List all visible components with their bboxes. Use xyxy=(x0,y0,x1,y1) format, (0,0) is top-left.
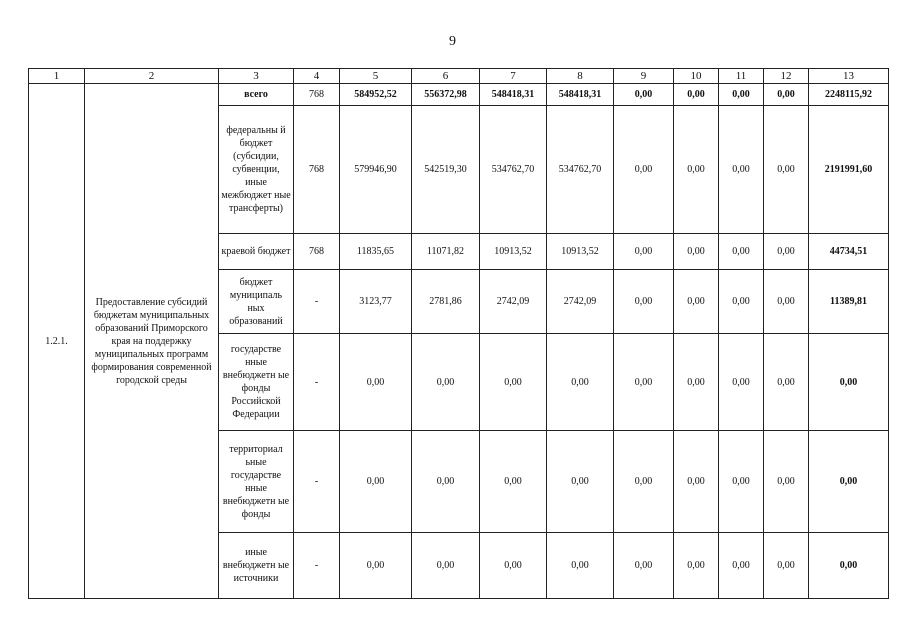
column-header: 11 xyxy=(719,69,764,84)
value-cell: 0,00 xyxy=(674,106,719,234)
kbk-code: - xyxy=(294,270,340,334)
funding-source: федеральны й бюджет (субсидии, субвенции, иные межбюджет ные трансферты) xyxy=(219,106,294,234)
column-header: 8 xyxy=(547,69,614,84)
value-cell: 584952,52 xyxy=(340,84,412,106)
column-header: 7 xyxy=(480,69,547,84)
value-cell: 0,00 xyxy=(480,533,547,599)
value-cell: 10913,52 xyxy=(480,234,547,270)
value-cell: 0,00 xyxy=(614,431,674,533)
value-cell: 534762,70 xyxy=(480,106,547,234)
value-cell: 0,00 xyxy=(674,533,719,599)
total-cell: 2191991,60 xyxy=(809,106,889,234)
value-cell: 0,00 xyxy=(674,234,719,270)
value-cell: 0,00 xyxy=(480,431,547,533)
value-cell: 0,00 xyxy=(340,431,412,533)
column-header: 1 xyxy=(29,69,85,84)
value-cell: 556372,98 xyxy=(412,84,480,106)
total-cell: 0,00 xyxy=(809,334,889,431)
value-cell: 0,00 xyxy=(719,234,764,270)
value-cell: 0,00 xyxy=(674,334,719,431)
value-cell: 2742,09 xyxy=(547,270,614,334)
column-header: 4 xyxy=(294,69,340,84)
value-cell: 0,00 xyxy=(614,234,674,270)
value-cell: 3123,77 xyxy=(340,270,412,334)
total-cell: 0,00 xyxy=(809,431,889,533)
column-header: 3 xyxy=(219,69,294,84)
funding-source: бюджет муниципаль ных образований xyxy=(219,270,294,334)
value-cell: 0,00 xyxy=(764,533,809,599)
kbk-code: - xyxy=(294,431,340,533)
column-header: 13 xyxy=(809,69,889,84)
value-cell: 542519,30 xyxy=(412,106,480,234)
value-cell: 0,00 xyxy=(764,84,809,106)
value-cell: 0,00 xyxy=(719,270,764,334)
total-cell: 2248115,92 xyxy=(809,84,889,106)
value-cell: 0,00 xyxy=(764,431,809,533)
value-cell: 0,00 xyxy=(412,334,480,431)
value-cell: 0,00 xyxy=(719,106,764,234)
table-row xyxy=(29,84,889,106)
value-cell: 0,00 xyxy=(547,533,614,599)
column-header: 12 xyxy=(764,69,809,84)
value-cell: 0,00 xyxy=(674,270,719,334)
column-header: 5 xyxy=(340,69,412,84)
total-cell: 11389,81 xyxy=(809,270,889,334)
value-cell: 0,00 xyxy=(412,431,480,533)
value-cell: 0,00 xyxy=(719,431,764,533)
value-cell: 0,00 xyxy=(674,84,719,106)
kbk-code: 768 xyxy=(294,234,340,270)
value-cell: 0,00 xyxy=(614,533,674,599)
value-cell: 11071,82 xyxy=(412,234,480,270)
value-cell: 579946,90 xyxy=(340,106,412,234)
value-cell: 2781,86 xyxy=(412,270,480,334)
value-cell: 0,00 xyxy=(547,334,614,431)
value-cell: 0,00 xyxy=(764,234,809,270)
kbk-code: - xyxy=(294,533,340,599)
value-cell: 0,00 xyxy=(547,431,614,533)
value-cell: 0,00 xyxy=(340,533,412,599)
value-cell: 0,00 xyxy=(340,334,412,431)
item-title: Предоставление субсидий бюджетам муниципальных образований Приморского края на поддержку муниципальных программ формирования современной городской среды xyxy=(85,84,219,599)
kbk-code: 768 xyxy=(294,106,340,234)
value-cell: 548418,31 xyxy=(547,84,614,106)
value-cell: 10913,52 xyxy=(547,234,614,270)
value-cell: 0,00 xyxy=(412,533,480,599)
funding-source: краевой бюджет xyxy=(219,234,294,270)
column-header: 2 xyxy=(85,69,219,84)
value-cell: 0,00 xyxy=(614,106,674,234)
kbk-code: - xyxy=(294,334,340,431)
page-number: 9 xyxy=(449,34,456,49)
column-header: 10 xyxy=(674,69,719,84)
total-cell: 0,00 xyxy=(809,533,889,599)
funding-source: территориал ьные государстве нные внебюджетн ые фонды xyxy=(219,431,294,533)
value-cell: 0,00 xyxy=(480,334,547,431)
value-cell: 0,00 xyxy=(719,334,764,431)
value-cell: 548418,31 xyxy=(480,84,547,106)
column-header: 9 xyxy=(614,69,674,84)
funding-source: всего xyxy=(219,84,294,106)
funding-source: иные внебюджетн ые источники xyxy=(219,533,294,599)
value-cell: 534762,70 xyxy=(547,106,614,234)
value-cell: 11835,65 xyxy=(340,234,412,270)
value-cell: 0,00 xyxy=(674,431,719,533)
value-cell: 0,00 xyxy=(614,270,674,334)
value-cell: 0,00 xyxy=(614,84,674,106)
value-cell: 0,00 xyxy=(719,84,764,106)
item-code: 1.2.1. xyxy=(29,84,85,599)
column-header: 6 xyxy=(412,69,480,84)
value-cell: 0,00 xyxy=(614,334,674,431)
value-cell: 0,00 xyxy=(764,334,809,431)
total-cell: 44734,51 xyxy=(809,234,889,270)
value-cell: 0,00 xyxy=(764,270,809,334)
funding-source: государстве нные внебюджетн ые фонды Российской Федерации xyxy=(219,334,294,431)
value-cell: 0,00 xyxy=(764,106,809,234)
value-cell: 2742,09 xyxy=(480,270,547,334)
budget-table xyxy=(28,68,889,599)
value-cell: 0,00 xyxy=(719,533,764,599)
kbk-code: 768 xyxy=(294,84,340,106)
header-row xyxy=(29,69,889,84)
